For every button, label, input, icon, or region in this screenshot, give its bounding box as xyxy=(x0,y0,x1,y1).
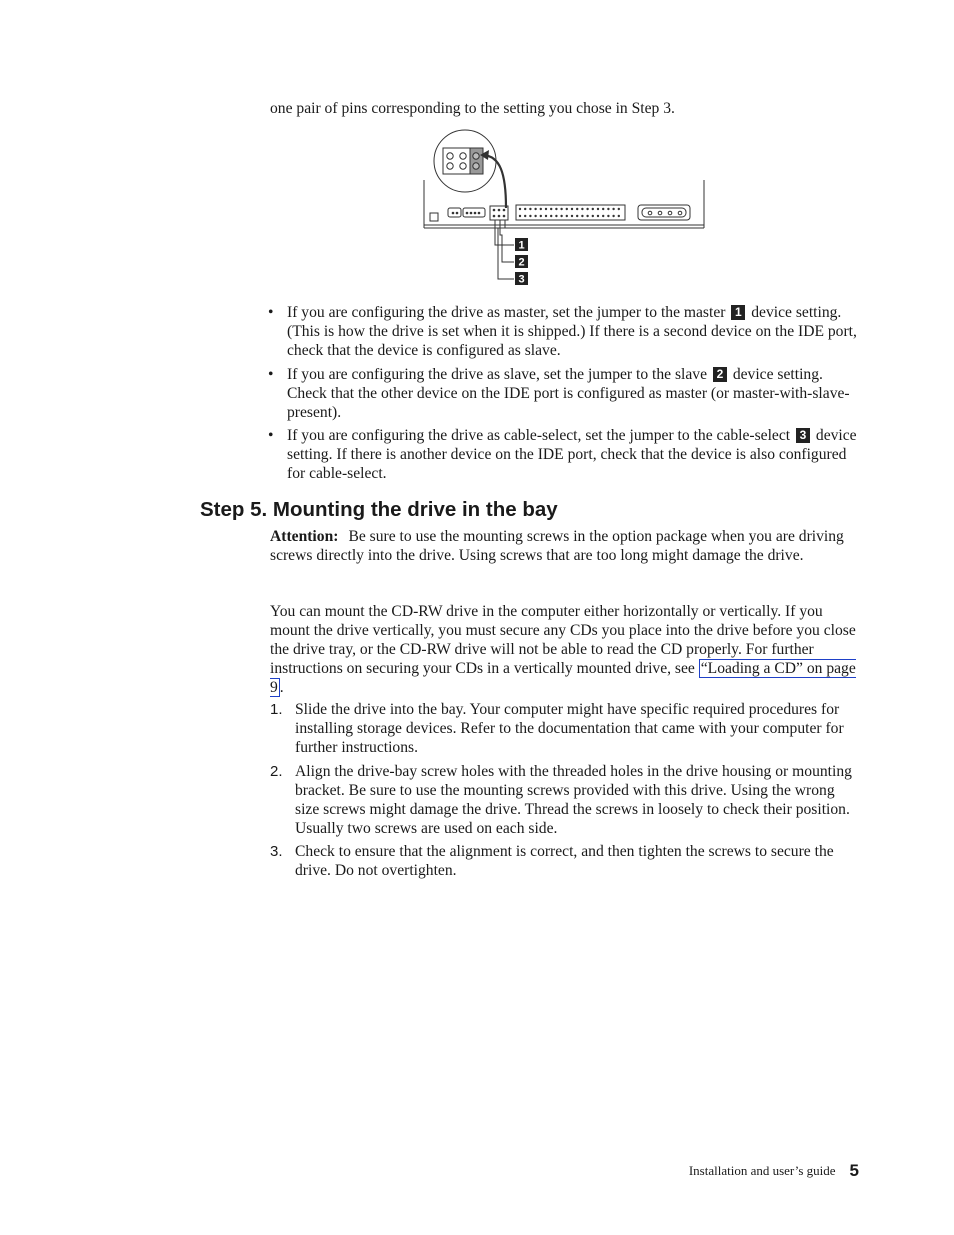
attention-label: Attention: xyxy=(270,528,339,545)
page-number: 5 xyxy=(849,1161,859,1180)
mounting-steps-list xyxy=(270,700,862,885)
ide-pin xyxy=(618,208,620,210)
ide-pin xyxy=(529,215,531,217)
ide-pin xyxy=(571,208,573,210)
intro-paragraph: one pair of pins corresponding to the setting you chose in Step 3. xyxy=(270,100,675,117)
figure-callout-1-text: 1 xyxy=(518,239,525,252)
callout-2: 2 xyxy=(713,367,727,382)
ide-pin xyxy=(586,215,588,217)
jumper-block xyxy=(490,206,508,220)
list-item-master xyxy=(268,303,860,360)
ide-pin xyxy=(519,215,521,217)
ide-pin xyxy=(586,208,588,210)
bullet-glyph: • xyxy=(268,427,274,444)
step-number: 2. xyxy=(270,762,283,780)
ide-pin xyxy=(545,208,547,210)
list-item-slave xyxy=(268,365,860,422)
ide-pin xyxy=(581,215,583,217)
ide-pin xyxy=(519,208,521,210)
ide-pin xyxy=(607,208,609,210)
page-footer xyxy=(689,1161,859,1181)
ide-pin xyxy=(555,215,557,217)
ide-pin xyxy=(524,215,526,217)
attention-paragraph xyxy=(270,527,860,565)
ide-pin xyxy=(566,208,568,210)
callout-3: 3 xyxy=(796,428,810,443)
list-item-cable-select xyxy=(268,426,860,483)
bullet-text: If you are configuring the drive as cable-select, set the jumper to the cable-select xyxy=(287,427,795,444)
ide-pin xyxy=(576,208,578,210)
zoom-jumper-cap xyxy=(470,148,483,174)
step-item xyxy=(270,762,862,838)
ide-pin xyxy=(607,215,609,217)
ide-pin xyxy=(612,215,614,217)
ide-pin xyxy=(550,215,552,217)
step-item xyxy=(270,700,862,757)
attention-text: Be sure to use the mounting screws in the option package when you are driving screws directly into the drive. Using screws that are too long might damage the drive. xyxy=(270,528,844,564)
bullet-text: device setting. Check that the other device on the IDE port is configured as master (or master-with-slave-present). xyxy=(287,365,850,421)
ide-pin xyxy=(597,208,599,210)
ide-pin xyxy=(602,208,604,210)
mounting-paragraph xyxy=(270,602,860,697)
ide-pin xyxy=(612,208,614,210)
ide-pin xyxy=(545,215,547,217)
ide-pin xyxy=(555,208,557,210)
ide-pin xyxy=(581,208,583,210)
step-text: Align the drive-bay screw holes with the threaded holes in the drive housing or mounting bracket. Be sure to use the mounting screws provided with this drive. Using the wrong size screws might damage the drive. Thread the screws in loosely to check their position. Usually two screws are used on each side. xyxy=(295,762,852,837)
footer-title: Installation and user’s guide xyxy=(688,1163,836,1178)
ide-pin xyxy=(540,215,542,217)
bullet-text: device setting. If there is another device on the IDE port, check that the device is also configured for cable-select. xyxy=(287,427,857,482)
ide-pin xyxy=(571,215,573,217)
ide-pin xyxy=(529,208,531,210)
step-text: Slide the drive into the bay. Your computer might have specific required procedures for installing storage devices. Refer to the documentation that came with your computer for further instructions. xyxy=(295,701,844,756)
step-number: 3. xyxy=(270,843,283,860)
ide-pin xyxy=(576,215,578,217)
callout-1: 1 xyxy=(731,305,745,320)
bullet-text: If you are configuring the drive as master, set the jumper to the master xyxy=(287,304,730,321)
bullet-glyph: • xyxy=(268,365,274,383)
ide-pin xyxy=(560,215,562,217)
jumper-settings-list xyxy=(268,303,860,488)
mounting-text-end: . xyxy=(279,679,284,696)
ide-connector xyxy=(516,205,625,220)
ide-pin xyxy=(566,215,568,217)
ide-pin xyxy=(550,208,552,210)
ide-pin xyxy=(618,215,620,217)
leader-2 xyxy=(500,220,514,262)
ide-pin xyxy=(592,215,594,217)
step-item xyxy=(270,842,862,880)
figure-callout-2-text: 2 xyxy=(518,256,525,269)
bullet-text: device setting. (This is how the drive is set when it is shipped.) If there is a second device on the IDE port, check that the device is configured as slave. xyxy=(287,304,857,359)
ide-pin xyxy=(602,215,604,217)
ide-pin xyxy=(534,208,536,210)
ide-pin xyxy=(524,208,526,210)
figure-callout-3-text: 3 xyxy=(518,273,525,286)
audio-connector xyxy=(448,208,461,217)
section-heading: Step 5. Mounting the drive in the bay xyxy=(200,498,558,521)
step-text: Check to ensure that the alignment is correct, and then tighten the screws to secure the drive. Do not overtighten. xyxy=(295,843,834,879)
ide-pin xyxy=(592,208,594,210)
bullet-text: If you are configuring the drive as slave, set the jumper to the slave xyxy=(287,365,711,383)
ide-pin xyxy=(560,208,562,210)
bullet-glyph: • xyxy=(268,304,274,321)
drive-rear-jumper-diagram xyxy=(420,128,710,293)
mounting-text: You can mount the CD-RW drive in the computer either horizontally or vertically. If you mount the drive vertically, you must secure any CDs you place into the drive before you close the drive tray, or the CD-RW drive will not be able to read the CD properly. For further instructions on securing your CDs in a vertically mounted drive, see xyxy=(270,603,856,677)
step-number: 1. xyxy=(270,701,283,718)
small-square xyxy=(430,213,438,221)
ide-pin xyxy=(540,208,542,210)
loading-cd-link[interactable]: “Loading a CD” on page 9 xyxy=(270,660,856,696)
ide-pin xyxy=(534,215,536,217)
ide-pin xyxy=(597,215,599,217)
